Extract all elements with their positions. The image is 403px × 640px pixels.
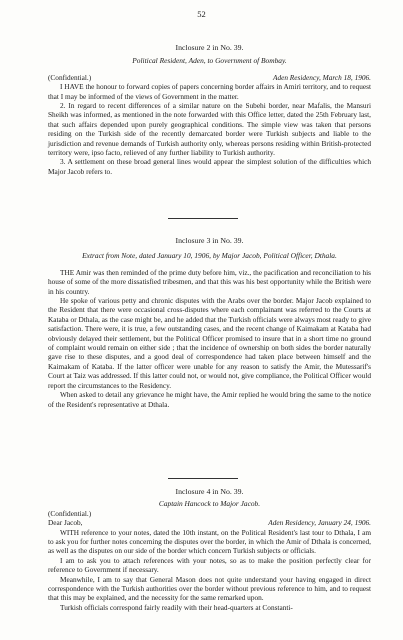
inclosure-2-section <box>48 43 371 176</box>
paragraph: Meanwhile, I am to say that General Mason does not quite understand your having engaged in direct correspondence with the Turkish authorities over the border without previous reference to him, and to request that this may be explained, and the necessity for the same remarked upon. <box>48 574 371 603</box>
section-heading: Inclosure 2 in No. 39. <box>175 43 244 52</box>
paragraph: 2. In regard to recent differences of a similar nature on the Subehi border, near Mafalis, the Mansuri Sheikh was informed, as mentioned in the note forwarded with this Office letter, dated the 25th February last, that such affairs depended upon purely geographical conditions. The simple view was taken that persons residing on the Turkish side of the recently demarcated border were Turkish subjects and liable to the jurisdiction and revenue demands of Turkish authority only, whereas persons residing within British-protected territory were, ipso facto, relieved of any further liability to Turkish authority. <box>48 101 371 158</box>
paragraph: 3. A settlement on these broad general lines would appear the simplest solution of the difficulties which Major Jacob refers to. <box>48 157 371 176</box>
section-subheading: Political Resident, Aden, to Government of Bombay. <box>132 56 287 66</box>
paragraph: I HAVE the honour to forward copies of papers concerning border affairs in Amiri territory, and to request that I may be informed of the views of Government in the matter. <box>48 82 371 101</box>
inclosure-3-section <box>48 236 371 409</box>
paragraph: He spoke of various petty and chronic disputes with the Arabs over the border. Major Jacob explained to the Resident that there were occasional cross-disputes where each complainant was referred to the Courts at Kataba or Dthala, as the case might be, and he added that the Turkish officials were always most ready to give satisfaction. There were, it is true, a few outstanding cases, and the recent change of Kaimakam at Kataba had obviously delayed their settlement, but the Political Officer promised to insure that in a short time no ground of complaint would remain on either side ; that the incidence of ownership on both sides the border naturally gave rise to these disputes, and a good deal of correspondence had taken place between himself and the Kaimakam of Kataba. If the latter officer were unable for any reason to satisfy the Amir, the Mutessarif's Court at Taiz was addressed. If this latter could not, or would not, give compliance, the Political Officer would report the circumstances to the Residency. <box>48 296 371 390</box>
confidential-label: (Confidential.) <box>48 508 92 518</box>
confidential-label: (Confidential.) <box>48 72 92 82</box>
page-number: 52 <box>197 9 206 19</box>
section-subheading: Captain Hancock to Major Jacob. <box>158 499 261 509</box>
paragraph: WITH reference to your notes, dated the 10th instant, on the Political Resident's last tour to Dthala, I am to ask you for further notes concerning the disputes over the border, in which the Amir of Dthala is concerned, as well as the disputes on our side of the border which concern Turkish subjects or officials. <box>48 527 371 556</box>
dateline: Aden Residency, March 18, 1906. <box>272 72 371 82</box>
section-divider <box>168 218 238 219</box>
paragraph: I am to ask you to attach references with your notes, so as to make the position perfectly clear for reference to Government if necessary. <box>48 555 371 575</box>
section-heading: Inclosure 4 in No. 39. <box>175 487 244 496</box>
section-heading: Inclosure 3 in No. 39. <box>175 236 244 245</box>
section-divider <box>168 478 238 479</box>
paragraph: When asked to detail any grievance he might have, the Amir replied he would bring the same to the notice of the Resident's representative at Dthala. <box>48 390 371 409</box>
paragraph: THE Amir was then reminded of the prime duty before him, viz., the pacification and reconciliation to his house of some of the more dissatisfied tribesmen, and that this was his best opportunity while the British were in his country. <box>48 267 371 296</box>
section-subheading: Extract from Note, dated January 10, 1906, by Major Jacob, Political Officer, Dthala. <box>82 251 337 261</box>
salutation-date-row <box>48 518 371 527</box>
paragraph: Turkish officials correspond fairly readily with their head-quarters at Constanti- <box>60 602 293 612</box>
salutation: Dear Jacob, <box>48 518 83 528</box>
inclosure-4-section <box>48 487 371 612</box>
dateline: Aden Residency, January 24, 1906. <box>268 518 371 528</box>
label-date-row <box>48 73 371 82</box>
